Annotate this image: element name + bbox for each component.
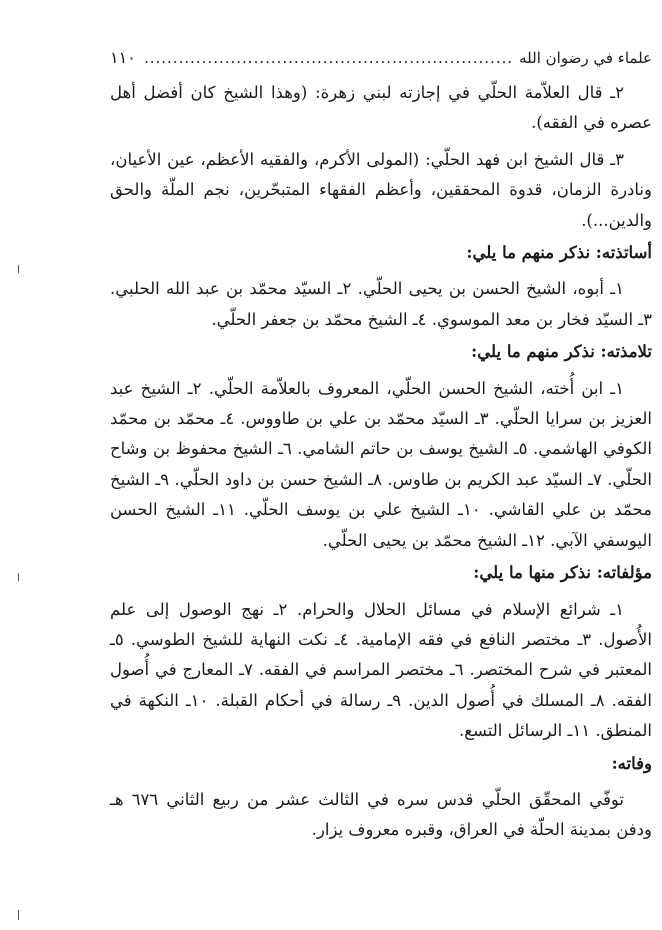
margin-mark [18,265,19,273]
leader-dots [142,49,513,67]
page-number: ١١٠ [110,48,136,67]
quote-ibn-fahd: ٣ـ قال الشيخ ابن فهد الحلّي: (المولى الأكرم، والفقيه الأعظم، عين الأعيان، ونادرة الزمان، قدوة المحققين، وأعظم الفقهاء المتبحّرين، نجم الملّة والحق والدين...). [110,149,652,230]
works-list: ١ـ شرائع الإسلام في مسائل الحلال والحرام. ٢ـ نهج الوصول إلى علم الأُصول. ٣ـ مختصر النافع في فقه الإمامية. ٤ـ نكت النهاية للشيخ الطوسي. ٥ـ المعتبر في شرح المختصر. ٦ـ مختصر المراسم في الفقه. ٧ـ المعارج في أُصول الفقه. ٨ـ المسلك في أُصول الدين. ٩ـ رسالة في أحكام القبلة. ١٠ـ النكهة في المنطق. ١١ـ الرسائل التسع. [110,599,652,741]
margin-mark [18,910,19,920]
running-title: علماء في رضوان الله [519,49,652,67]
scan-margin-marks [18,0,24,930]
students-list: ١ـ ابن أُخته، الشيخ الحسن الحلّي، المعروف بالعلاّمة الحلّي. ٢ـ الشيخ عبد العزيز بن سرايا الحلّي. ٣ـ السيّد محمّد بن علي بن طاووس. ٤ـ محمّد بن محمّد الكوفي الهاشمي. ٥ـ الشيخ يوسف بن حاتم الشامي. ٦ـ الشيخ محفوظ بن وشاح الحلّي. ٧ـ السيّد عبد الكريم بن طاوس. ٨ـ الشيخ حسن بن داود الحلّي. ٩ـ الشيخ محمّد بن علي القاشي. ١٠ـ الشيخ علي بن يوسف الحلّي. ١١ـ الشيخ الحسن اليوسفي الآبي. ١٢ـ الشيخ محمّد بن يحيى الحلّي. [110,378,653,550]
margin-mark [18,573,19,581]
book-page [110,0,662,930]
page-header [110,48,652,67]
section-heading-death: وفاته: [611,753,652,773]
section-heading-teachers: أساتذته: نذكر منهم ما يلي: [466,243,652,263]
teachers-list: ١ـ أبوه، الشيخ الحسن بن يحيى الحلّي. ٢ـ السيّد محمّد بن عبد الله الحلبي. ٣ـ السيّد فخار بن معد الموسوي. ٤ـ الشيخ محمّد بن جعفر الحلّي. [110,279,652,329]
death-paragraph: توفّي المحقّق الحلّي قدس سره في الثالث عشر من ربيع الثاني ٦٧٦ هـ ودفن بمدينة الحلّة في العراق، وقبره معروف يزار. [110,789,652,840]
section-heading-students: تلامذته: نذكر منهم ما يلي: [471,342,652,362]
section-heading-works: مؤلفاته: نذكر منها ما يلي: [473,563,652,583]
quote-allama: ٢ـ قال العلاّمة الحلّي في إجازته لبني زهرة: (وهذا الشيخ كان أفضل أهل عصره في الفقه). [110,83,652,133]
page-body [110,78,652,846]
